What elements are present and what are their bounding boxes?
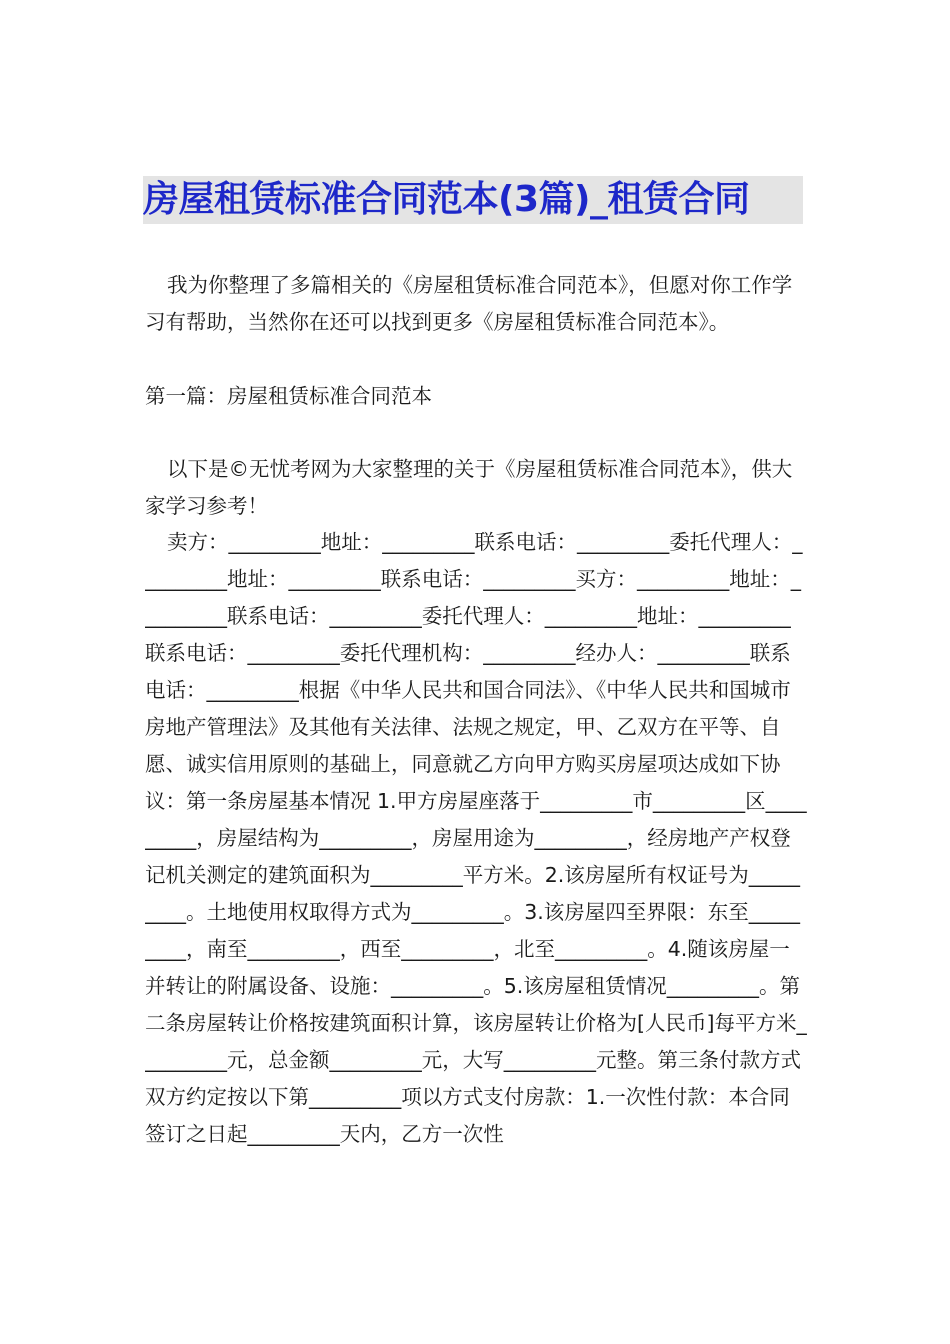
section-heading: 第一篇：房屋租赁标准合同范本: [145, 384, 432, 408]
intro-paragraph: 我为你整理了多篇相关的《房屋租赁标准合同范本》，但愿对你工作学习有帮助，当然你在还可以找到更多《房屋租赁标准合同范本》。: [145, 273, 793, 334]
document-title: 房屋租赁标准合同范本(3篇)_租赁合同: [143, 176, 803, 224]
lead-paragraph: 以下是©无忧考网为大家整理的关于《房屋租赁标准合同范本》，供大家学习参考！: [145, 457, 793, 518]
contract-body: 卖方：_________地址：_________联系电话：_________委托代理人：_________地址：_________联系电话：_________买方：_________地址：_________联系电话：_________委托代理人：_________地址：_________联系电话：_________委托代理机构：_________经办人：_________联系电话：_________根据《中华人民共和国合同法》、《中华人民共和国城市房地产管理法》及其他有关法律、法规之规定，甲、乙双方在平等、自愿、诚实信用原则的基础上，同意就乙方向甲方购买房屋项达成如下协议：第一条房屋基本情况 1.甲方房屋座落于_________市_________区_________，房屋结构为_________，房屋用途为_________，经房地产产权登记机关测定的建筑面积为_________平方米。2.该房屋所有权证号为_________。土地使用权取得方式为_________。3.该房屋四至界限：东至_________，南至_________，西至_________，北至_________。4.随该房屋一并转让的附属设备、设施：_________。5.该房屋租赁情况_________。第二条房屋转让价格按建筑面积计算，该房屋转让价格为[人民币]每平方米_________元，总金额_________元，大写_________元整。第三条付款方式双方约定按以下第_________项以方式支付房款：1.一次性付款：本合同签订之日起_________天内，乙方一次性: [145, 530, 807, 1146]
